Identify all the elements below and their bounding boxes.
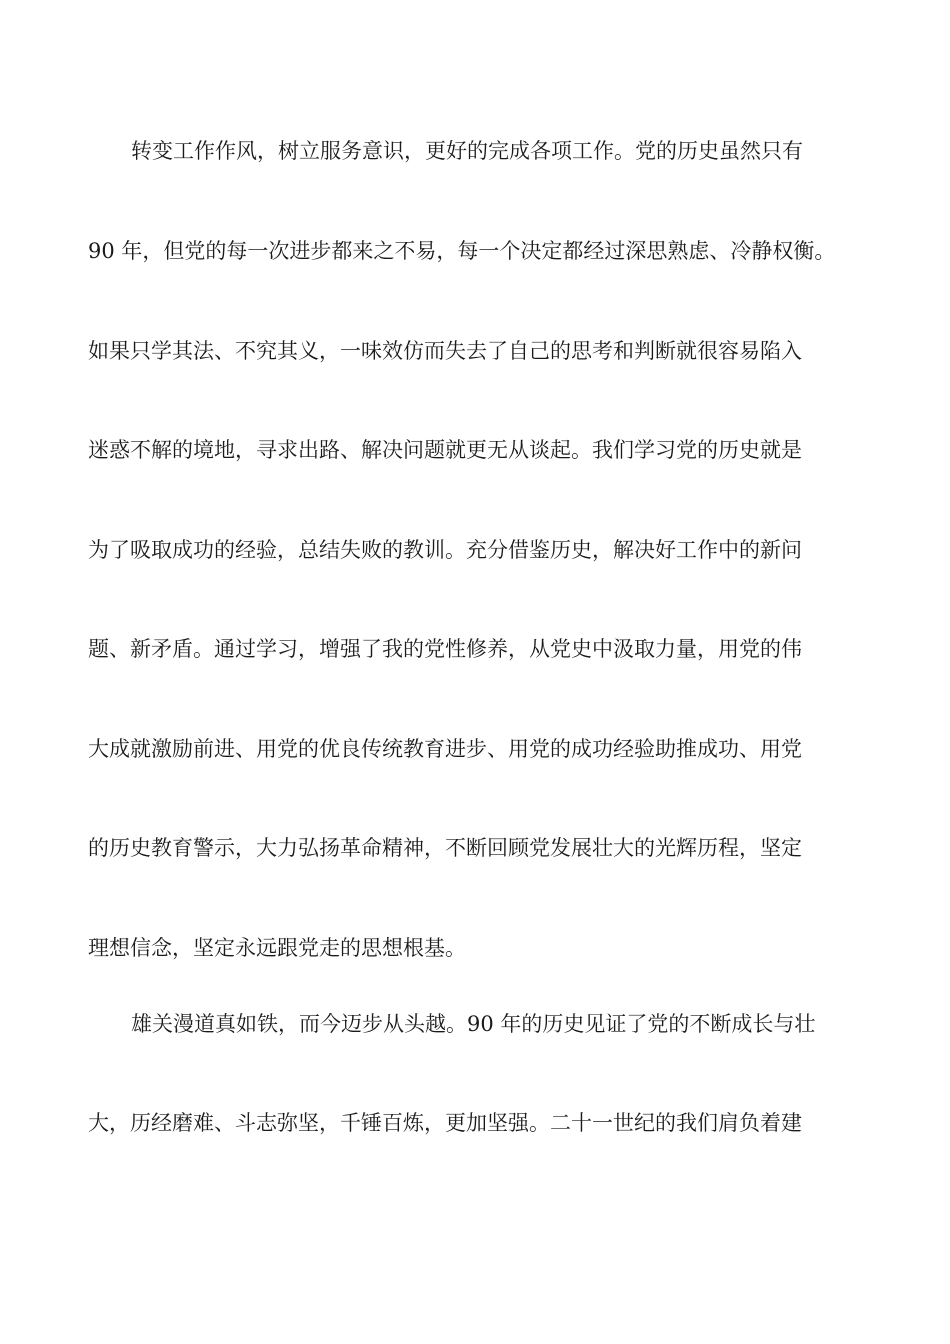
text-line: 90 年，但党的每一次进步都来之不易，每一个决定都经过深思熟虑、冷静权衡。 <box>88 239 836 263</box>
text-line: 如果只学其法、不究其义，一味效仿而失去了自己的思考和判断就很容易陷入 <box>88 339 802 363</box>
text-line: 题、新矛盾。通过学习，增强了我的党性修养，从党史中汲取力量，用党的伟 <box>88 637 802 661</box>
text-line: 理想信念，坚定永远跟党走的思想根基。 <box>88 936 466 960</box>
text-line: 迷惑不解的境地，寻求出路、解决问题就更无从谈起。我们学习党的历史就是 <box>88 438 802 462</box>
text-line: 转变工作作风，树立服务意识，更好的完成各项工作。党的历史虽然只有 <box>131 139 803 163</box>
text-line: 雄关漫道真如铁，而今迈步从头越。90 年的历史见证了党的不断成长与壮 <box>131 1012 816 1036</box>
text-line: 大成就激励前进、用党的优良传统教育进步、用党的成功经验助推成功、用党 <box>88 737 802 761</box>
text-line: 大，历经磨难、斗志弥坚，千锤百炼，更加坚强。二十一世纪的我们肩负着建 <box>88 1111 802 1135</box>
text-line: 为了吸取成功的经验，总结失败的教训。充分借鉴历史，解决好工作中的新问 <box>88 538 802 562</box>
text-line: 的历史教育警示，大力弘扬革命精神，不断回顾党发展壮大的光辉历程，坚定 <box>88 836 802 860</box>
